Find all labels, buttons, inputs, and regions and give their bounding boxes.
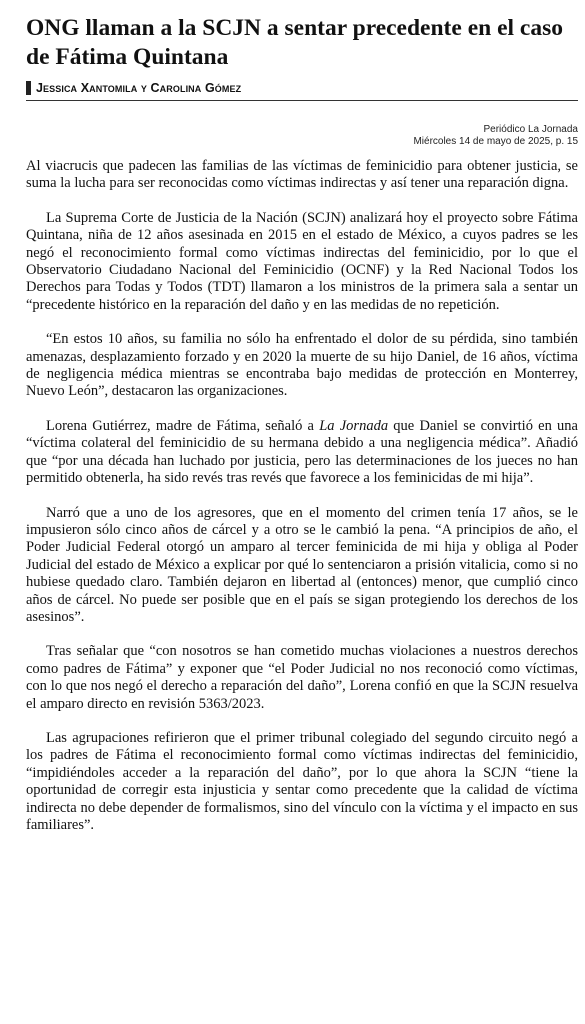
byline-authors: Jessica Xantomila y Carolina Gómez bbox=[36, 81, 242, 95]
article-body bbox=[26, 158, 578, 834]
paragraph-2: La Suprema Corte de Justicia de la Nación (SCJN) analizará hoy el proyecto sobre Fátima Quintana, niña de 12 años asesinada en 2015 en el estado de México, a cuyos padres se les negó el reconocimiento formal como víctimas indirectas del feminicidio, por lo que el Observatorio Ciudadano Nacional del Feminicidio (OCNF) y la Red Nacional Todos los Derechos para Todas y Todos (TDT) llamaron a los ministros de la primera sala a sentar un “precedente histórico en la reparación del daño y en las medidas de no repetición. bbox=[26, 209, 578, 313]
newspaper-name: La Jornada bbox=[319, 417, 389, 434]
source-date: Miércoles 14 de mayo de 2025, p. 15 bbox=[413, 136, 578, 147]
source-info bbox=[26, 124, 578, 148]
headline: ONG llaman a la SCJN a sentar precedente en el caso de Fátima Quintana bbox=[26, 15, 563, 70]
byline-bar-icon bbox=[26, 81, 31, 95]
paragraph-3: “En estos 10 años, su familia no sólo ha enfrentado el dolor de su pérdida, sino también amenazas, desplazamiento forzado y en 2020 la muerte de su hijo Daniel, de 16 años, víctima de negligencia médica mientras se encontraba bajo medidas de protección en Monterrey, Nuevo León”, destacaron las organizaciones. bbox=[26, 331, 578, 400]
paragraph-6: Tras señalar que “con nosotros se han cometido muchas violaciones a nuestros derechos como padres de Fátima” y exponer que “el Poder Judicial no nos reconoció como víctimas, con lo que nos negó el derecho a reparación del daño”, Lorena confió en que la SCJN resuelva el amparo directo en revisión 5363/2023. bbox=[26, 643, 578, 712]
byline bbox=[26, 80, 578, 96]
paragraph-1: Al viacrucis que padecen las familias de las víctimas de feminicidio para obtener justicia, se suma la lucha para ser reconocidas como víctimas indirectas y así tener una reparación digna. bbox=[26, 158, 578, 192]
paragraph-7: Las agrupaciones refirieron que el primer tribunal colegiado del segundo circuito negó a los padres de Fátima el reconocimiento formal como víctimas indirectas del feminicidio, “impidiéndoles acceder a la reparación del daño”, por lo que ahora la SCJN “tiene la oportunidad de corregir esta injusticia y sentar como precedente que la calidad de víctima indirecta no debe depender de formalismos, sino del vínculo con la víctima y el impacto en sus familiares”. bbox=[26, 729, 578, 833]
paragraph-4-text-a: Lorena Gutiérrez, madre de Fátima, señaló a bbox=[46, 417, 320, 434]
paragraph-4 bbox=[26, 418, 578, 488]
paragraph-4-text-b: que Daniel se convirtió en una “víctima colateral del feminicidio de su hermana debido a una negligencia médica”. Añadió que “por una década han luchado por justicia, pero las determinaciones de los jueces no han permitido obtenerla, ha sido revés tras revés que favorece a los feminicidas de mi hija”. bbox=[26, 417, 578, 487]
source-name: Periódico La Jornada bbox=[483, 124, 578, 135]
byline-divider bbox=[26, 100, 578, 101]
article bbox=[26, 14, 578, 851]
paragraph-5: Narró que a uno de los agresores, que en el momento del crimen tenía 17 años, se le impusieron sólo cinco años de cárcel y a otro se le cambió la pena. “A principios de año, el Poder Judicial Federal otorgó un amparo al tercer feminicida de mi hija y obliga al Poder Judicial del estado de México a explicar por qué lo sentenciaron a prisión vitalicia, como si no hubiese quedado claro. También dejaron en libertad al (entonces) menor, que cumplió cinco años de cárcel. No puede ser posible que en el país se sigan protegiendo los derechos de los asesinos”. bbox=[26, 504, 578, 625]
